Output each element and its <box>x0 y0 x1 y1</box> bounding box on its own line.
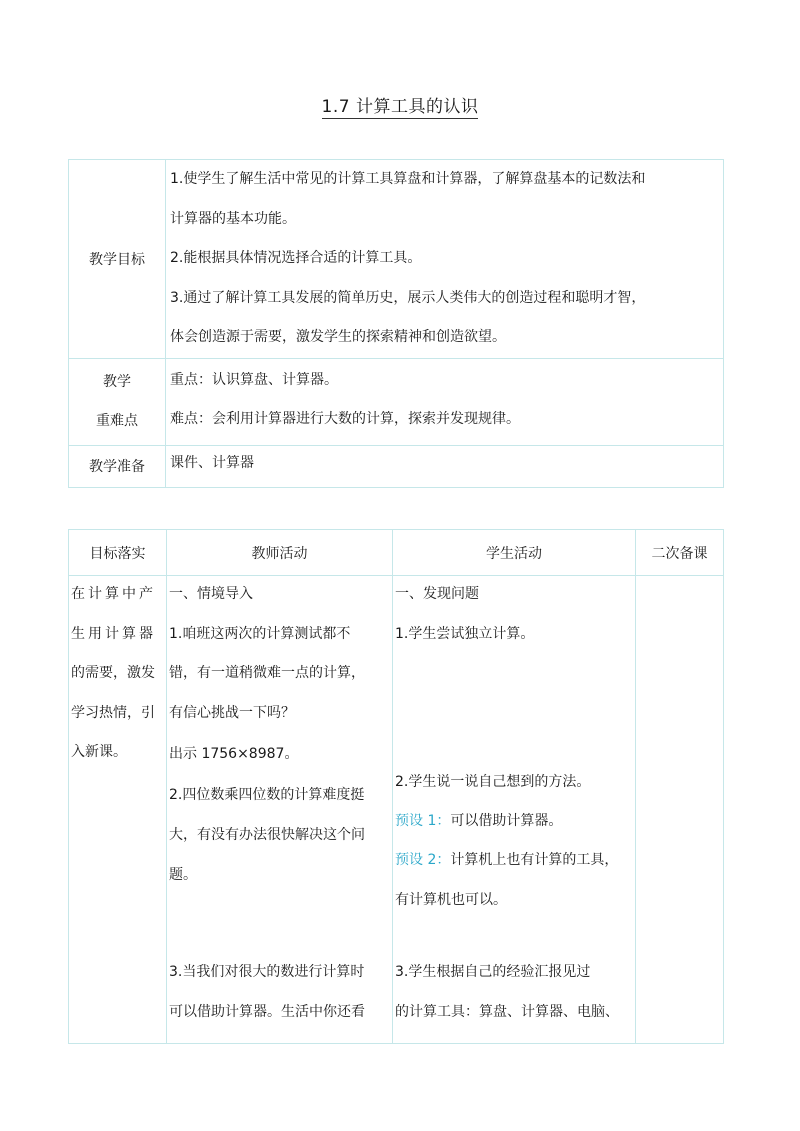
header-revision: 二次备课 <box>636 530 724 576</box>
prep-cell: 课件、计算器 <box>166 445 724 487</box>
objectives-table <box>68 159 724 488</box>
goal-cell: 在计算中产 生用计算器 的需要，激发 学习热情，引 入新课。 <box>69 576 167 1044</box>
activities-table <box>68 529 724 1044</box>
goals-cell <box>166 160 724 359</box>
header-student: 学生活动 <box>393 530 636 576</box>
difficult-point: 难点：会利用计算器进行大数的计算，探索并发现规律。 <box>170 410 520 427</box>
student-cell: 一、发现问题 1.学生尝试独立计算。 2.学生说一说自己想到的方法。 预设 1：可以借助计算器。 预设 2：计算机上也有计算的工具， 有计算机也可以。 3.学生根据自己的经验汇报见过 的计算工具：算盘、计算器、电脑、 <box>393 576 636 1044</box>
preset-2-label: 预设 2： <box>395 852 451 868</box>
header-teacher: 教师活动 <box>167 530 393 576</box>
page-title: 1.7 计算工具的认识 <box>321 97 479 117</box>
revision-cell <box>636 576 724 1044</box>
teacher-cell: 一、情境导入 1.咱班这两次的计算测试都不 错，有一道稍微难一点的计算， 有信心挑战一下吗？ 出示 1756×8987。 2.四位数乘四位数的计算难度挺 大，有没有办法很快解决这个问 题。 3.当我们对很大的数进行计算时 可以借助计算器。生活中你还看 <box>167 576 393 1044</box>
preset-1-label: 预设 1： <box>395 813 451 829</box>
goal-line: 体会创造源于需要，激发学生的探索精神和创造欲望。 <box>170 329 506 345</box>
goal-line: 3.通过了解计算工具发展的简单历史，展示人类伟大的创造过程和聪明才智， <box>170 289 646 306</box>
goals-label: 教学目标 <box>69 160 166 359</box>
key-difficult-label: 教学 重难点 <box>69 358 166 445</box>
goal-line: 计算器的基本功能。 <box>170 210 296 227</box>
header-goal: 目标落实 <box>69 530 167 576</box>
goal-line: 1.使学生了解生活中常见的计算工具算盘和计算器，了解算盘基本的记数法和 <box>170 171 646 187</box>
key-difficult-cell <box>166 358 724 445</box>
key-point: 重点：认识算盘、计算器。 <box>170 371 338 388</box>
prep-label: 教学准备 <box>69 445 166 487</box>
goal-line: 2.能根据具体情况选择合适的计算工具。 <box>170 250 422 266</box>
